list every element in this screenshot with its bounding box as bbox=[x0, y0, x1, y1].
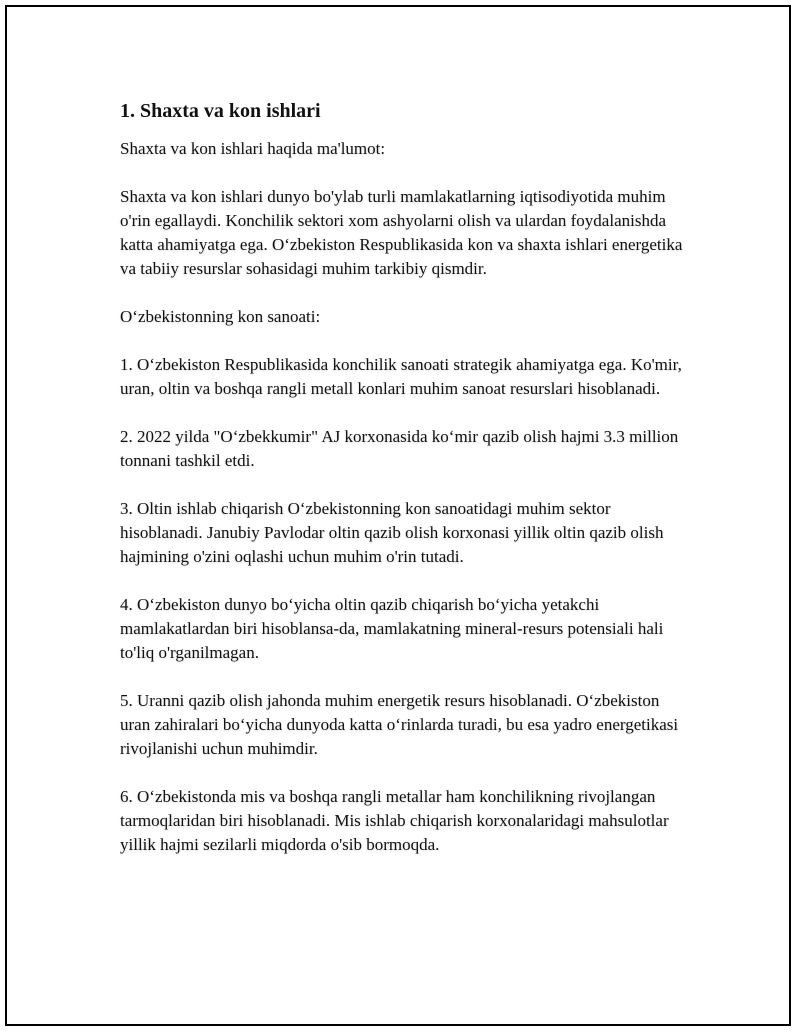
point-6: 6. O‘zbekistonda mis va boshqa rangli metallar ham konchilikning rivojlangan tarmoqlaridan biri hisoblanadi. Mis ishlab chiqarish korxonalaridagi mahsulotlar yillik hajmi sezilarli miqdorda o'sib bormoqda. bbox=[120, 787, 669, 854]
point-4: 4. O‘zbekiston dunyo bo‘yicha oltin qazib chiqarish bo‘yicha yetakchi mamlakatlardan biri hisoblansa-da, mamlakatning mineral-resurs potensiali hali to'liq o'rganilmagan. bbox=[120, 595, 664, 662]
overview-paragraph: Shaxta va kon ishlari dunyo bo'ylab turli mamlakatlarning iqtisodiyotida muhim o'rin egallaydi. Konchilik sektori xom ashyolarni olish va ulardan foydalanishda katta ahamiyatga ega. O‘zbekiston Respublikasida kon va shaxta ishlari energetika va tabiiy resurslar sohasidagi muhim tarkibiy qismdir. bbox=[120, 187, 683, 278]
document-content bbox=[120, 97, 690, 881]
point-3: 3. Oltin ishlab chiqarish O‘zbekistonning kon sanoatidagi muhim sektor hisoblanadi. Janubiy Pavlodar oltin qazib olish korxonasi yillik oltin qazib olish hajmining o'zini oqlashi uchun muhim o'rin tutadi. bbox=[120, 499, 664, 566]
document-page bbox=[5, 5, 791, 1026]
page-title: 1. Shaxta va kon ishlari bbox=[120, 100, 321, 122]
point-2: 2. 2022 yilda "O‘zbekkumir" AJ korxonasida ko‘mir qazib olish hajmi 3.3 million tonnani tashkil etdi. bbox=[120, 427, 679, 470]
point-1: 1. O‘zbekiston Respublikasida konchilik sanoati strategik ahamiyatga ega. Ko'mir, uran, oltin va boshqa rangli metall konlari muhim sanoat resurslari hisoblanadi. bbox=[120, 355, 682, 398]
point-5: 5. Uranni qazib olish jahonda muhim energetik resurs hisoblanadi. O‘zbekiston uran zahiralari bo‘yicha dunyoda katta o‘rinlarda turadi, bu esa yadro energetikasi rivojlanishi uchun muhimdir. bbox=[120, 691, 679, 758]
intro-paragraph: Shaxta va kon ishlari haqida ma'lumot: bbox=[120, 139, 386, 158]
section-heading: O‘zbekistonning kon sanoati: bbox=[120, 307, 321, 326]
